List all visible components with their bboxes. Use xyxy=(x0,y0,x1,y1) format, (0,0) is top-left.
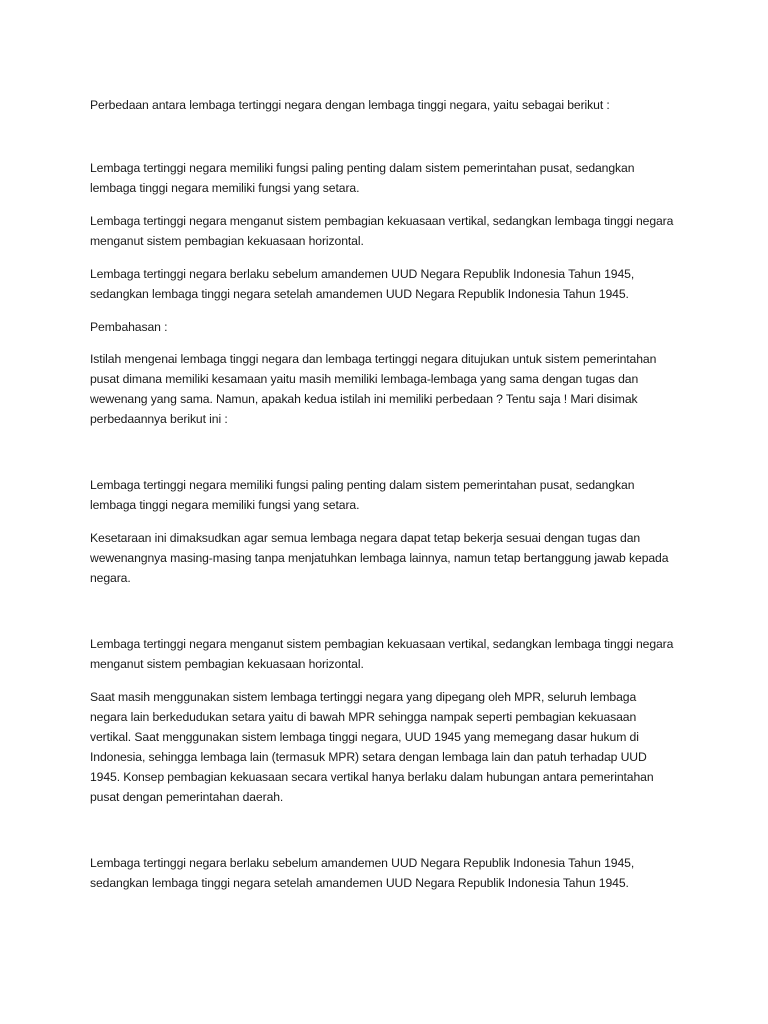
discussion-heading: Pembahasan : xyxy=(90,320,168,334)
discussion-point-1-explanation: Kesetaraan ini dimaksudkan agar semua lembaga negara dapat tetap bekerja sesuai dengan tugas dan wewenangnya masing-masing tanpa menjatuhkan lembaga lainnya, namun tetap bertanggung jawab kepada negara. xyxy=(90,531,669,585)
difference-point-2: Lembaga tertinggi negara menganut sistem pembagian kekuasaan vertikal, sedangkan lembaga tinggi negara menganut sistem pembagian kekuasaan horizontal. xyxy=(90,214,674,248)
discussion-intro-paragraph: Istilah mengenai lembaga tinggi negara dan lembaga tertinggi negara ditujukan untuk sistem pemerintahan pusat dimana memiliki kesamaan yaitu masih memiliki lembaga-lembaga yang sama dengan tugas dan wewenang yang sama. Namun, apakah kedua istilah ini memiliki perbedaan ? Tentu saja ! Mari disimak perbedaannya berikut ini : xyxy=(90,352,657,426)
difference-point-1: Lembaga tertinggi negara memiliki fungsi paling penting dalam sistem pemerintahan pusat, sedangkan lembaga tinggi negara memiliki fungsi yang setara. xyxy=(90,161,635,195)
discussion-point-3: Lembaga tertinggi negara berlaku sebelum amandemen UUD Negara Republik Indonesia Tahun 1945, sedangkan lembaga tinggi negara setelah amandemen UUD Negara Republik Indonesia Tahun 1945. xyxy=(90,856,635,890)
discussion-point-2: Lembaga tertinggi negara menganut sistem pembagian kekuasaan vertikal, sedangkan lembaga tinggi negara menganut sistem pembagian kekuasaan horizontal. xyxy=(90,637,674,671)
intro-paragraph: Perbedaan antara lembaga tertinggi negara dengan lembaga tinggi negara, yaitu sebagai berikut : xyxy=(90,98,610,112)
discussion-point-2-explanation: Saat masih menggunakan sistem lembaga tertinggi negara yang dipegang oleh MPR, seluruh lembaga negara lain berkedudukan setara yaitu di bawah MPR sehingga nampak seperti pembagian kekuasaan vertikal. Saat menggunakan sistem lembaga tinggi negara, UUD 1945 yang memegang dasar hukum di Indonesia, sehingga lembaga lain (termasuk MPR) setara dengan lembaga lain dan patuh terhadap UUD 1945. Konsep pembagian kekuasaan secara vertikal hanya berlaku dalam hubungan antara pemerintahan pusat dengan pemerintahan daerah. xyxy=(90,690,654,804)
difference-point-3: Lembaga tertinggi negara berlaku sebelum amandemen UUD Negara Republik Indonesia Tahun 1945, sedangkan lembaga tinggi negara setelah amandemen UUD Negara Republik Indonesia Tahun 1945. xyxy=(90,267,635,301)
discussion-point-1: Lembaga tertinggi negara memiliki fungsi paling penting dalam sistem pemerintahan pusat, sedangkan lembaga tinggi negara memiliki fungsi yang setara. xyxy=(90,478,635,512)
